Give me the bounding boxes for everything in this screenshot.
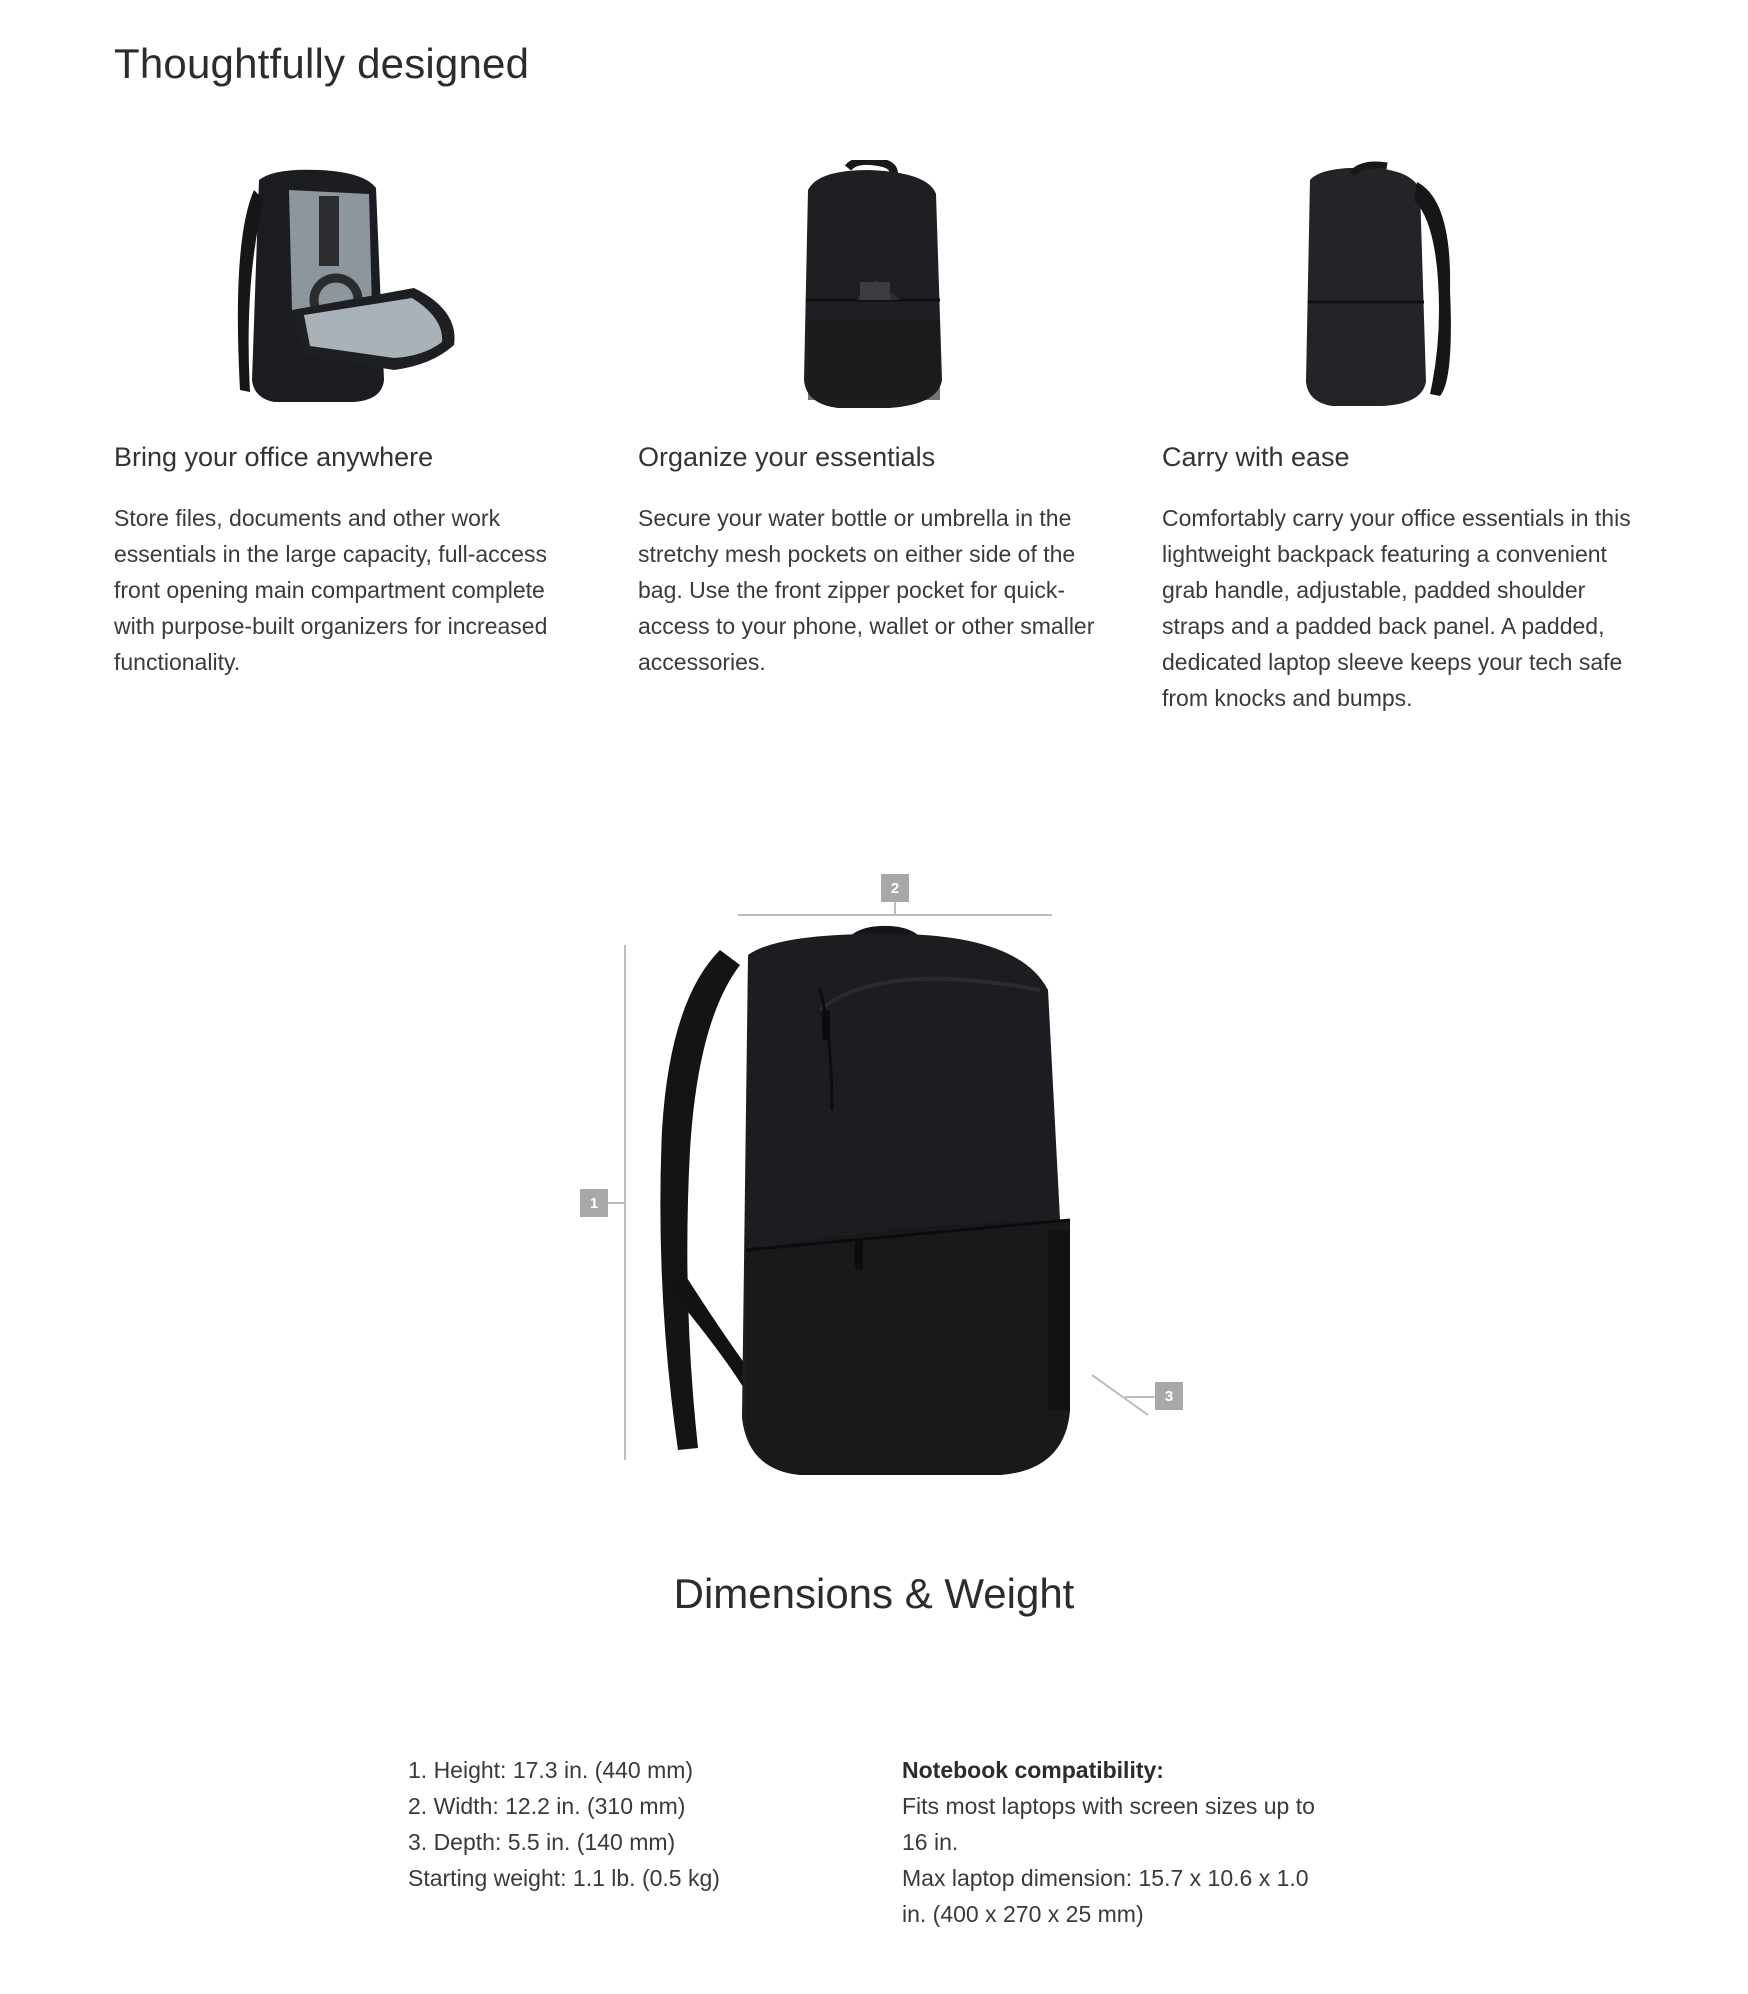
badge-width: 2 [881, 874, 909, 902]
feature-description: Store files, documents and other work essentials in the large capacity, full-access front opening main compartment complete with purpose-built organizers for increased functionality. [114, 505, 548, 675]
feature-description: Comfortably carry your office essentials in this lightweight backpack featuring a convenient grab handle, adjustable, padded shoulder straps and a padded back panel. A padded, dedicated laptop sleeve keeps your tech safe from knocks and bumps. [1162, 505, 1631, 711]
feature-organize-essentials [638, 160, 1108, 675]
feature-title: Bring your office anywhere [114, 442, 434, 472]
page-title: Thoughtfully designed [114, 40, 530, 87]
open-backpack-image [114, 160, 584, 430]
badge-height: 1 [580, 1189, 608, 1217]
compatibility-max-dimension: Max laptop dimension: 15.7 x 10.6 x 1.0 in. (400 x 270 x 25 mm) [902, 1865, 1309, 1927]
spec-weight: Starting weight: 1.1 lb. (0.5 kg) [408, 1865, 720, 1891]
dimensions-diagram [570, 870, 1210, 1500]
feature-carry-with-ease [1162, 160, 1632, 711]
backpack-dimension-image [570, 870, 1210, 1500]
compatibility-title: Notebook compatibility: [902, 1757, 1164, 1783]
feature-office-anywhere [114, 160, 584, 675]
badge-depth: 3 [1155, 1382, 1183, 1410]
front-pocket-backpack-image [638, 160, 1108, 430]
side-backpack-image [1162, 160, 1632, 430]
spec-width: 2. Width: 12.2 in. (310 mm) [408, 1793, 686, 1819]
spec-height: 1. Height: 17.3 in. (440 mm) [408, 1757, 694, 1783]
dimensions-title: Dimensions & Weight [673, 1570, 1075, 1617]
feature-title: Organize your essentials [638, 442, 936, 472]
notebook-compatibility [902, 1752, 1332, 1932]
feature-title: Carry with ease [1162, 442, 1350, 472]
compatibility-screen-size: Fits most laptops with screen sizes up to 16 in. [902, 1793, 1315, 1855]
dimension-specs [408, 1752, 720, 1896]
feature-description: Secure your water bottle or umbrella in the stretchy mesh pockets on either side of the bag. Use the front zipper pocket for quick-access to your phone, wallet or other smaller accessories. [638, 505, 1095, 675]
spec-depth: 3. Depth: 5.5 in. (140 mm) [408, 1829, 676, 1855]
